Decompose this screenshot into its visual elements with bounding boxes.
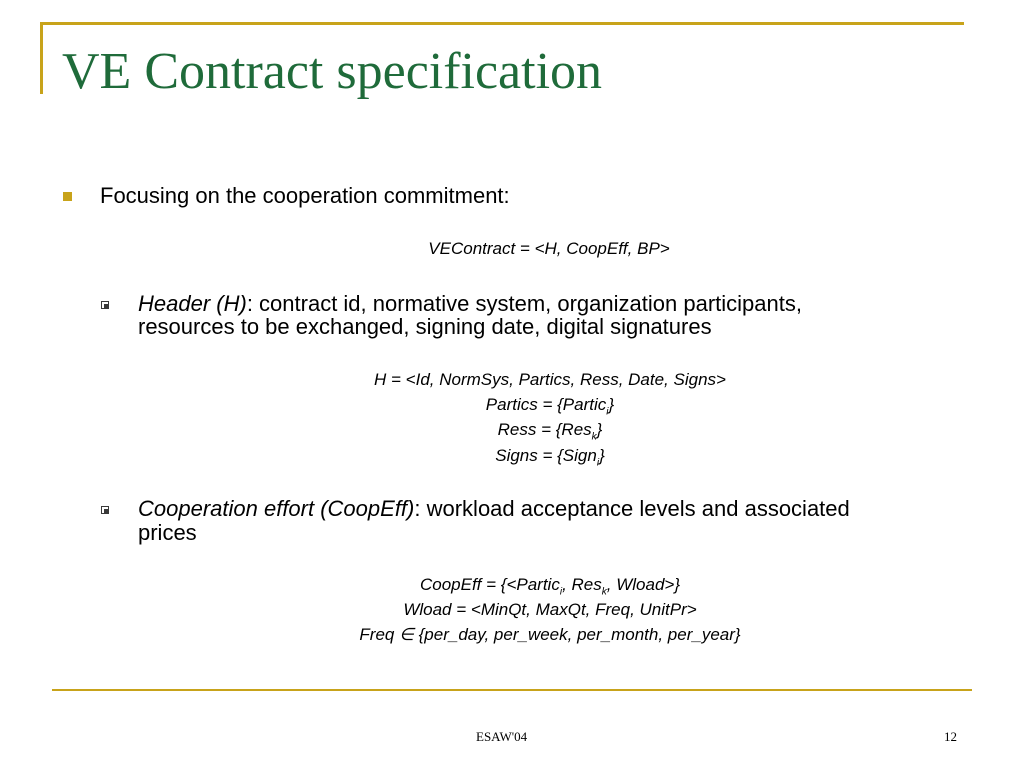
formula-coopeff — [0, 575, 1024, 602]
coopeff-a: CoopEff = {<Partic — [419, 575, 560, 594]
frame-top-rule — [40, 22, 964, 25]
sub-bullet-icon — [101, 301, 109, 309]
coopeff-term: Cooperation effort (CoopEff) — [138, 496, 415, 521]
page-number: 12 — [944, 729, 957, 744]
formula-partics — [0, 395, 1024, 422]
coopeff-desc-line2: prices — [138, 520, 197, 545]
signs-sub: i — [596, 457, 600, 469]
frame-left-rule — [40, 22, 43, 94]
coopeff-sub1: i — [559, 586, 563, 598]
formula-freq: Freq ∈ {per_day, per_week, per_month, per_year} — [359, 625, 741, 644]
footer-center-text: ESAW'04 — [476, 729, 528, 744]
bullet-square-icon — [63, 192, 72, 201]
header-desc-line1: contract id, normative system, organization participants, — [252, 291, 802, 316]
sub-bullet-coopeff — [138, 497, 850, 521]
formula-vecontract: VEContract = <H, CoopEff, BP> — [428, 239, 670, 258]
coopeff-desc-line1: workload acceptance levels and associated — [420, 496, 850, 521]
formula-h: H = <Id, NormSys, Partics, Ress, Date, Signs> — [374, 370, 726, 389]
header-desc-line2: resources to be exchanged, signing date, digital signatures — [138, 314, 712, 339]
sub-bullet-header — [138, 292, 802, 316]
bullet-focusing: Focusing on the cooperation commitment: — [100, 183, 510, 208]
coopeff-b: , Res — [562, 575, 602, 594]
formula-signs — [0, 446, 1024, 473]
signs-post: } — [599, 446, 605, 465]
coopeff-colon: : — [414, 496, 421, 521]
partics-sub: i — [606, 406, 609, 418]
partics-post: } — [608, 395, 615, 414]
ress-post: } — [596, 420, 603, 439]
footer-rule — [52, 689, 972, 691]
slide-title: VE Contract specification — [62, 43, 603, 100]
signs-pre: Signs = {Sign — [495, 446, 597, 465]
header-colon: : — [246, 291, 253, 316]
partics-pre: Partics = {Partic — [485, 395, 607, 414]
sub-bullet-icon — [101, 506, 109, 514]
ress-sub: k — [591, 431, 597, 443]
header-term: Header (H) — [138, 291, 247, 316]
coopeff-sub2: k — [601, 586, 607, 598]
formula-wload: Wload = <MinQt, MaxQt, Freq, UnitPr> — [403, 600, 697, 619]
coopeff-c: , Wload>} — [606, 575, 681, 594]
ress-pre: Ress = {Res — [497, 420, 592, 439]
formula-ress — [0, 420, 1024, 447]
